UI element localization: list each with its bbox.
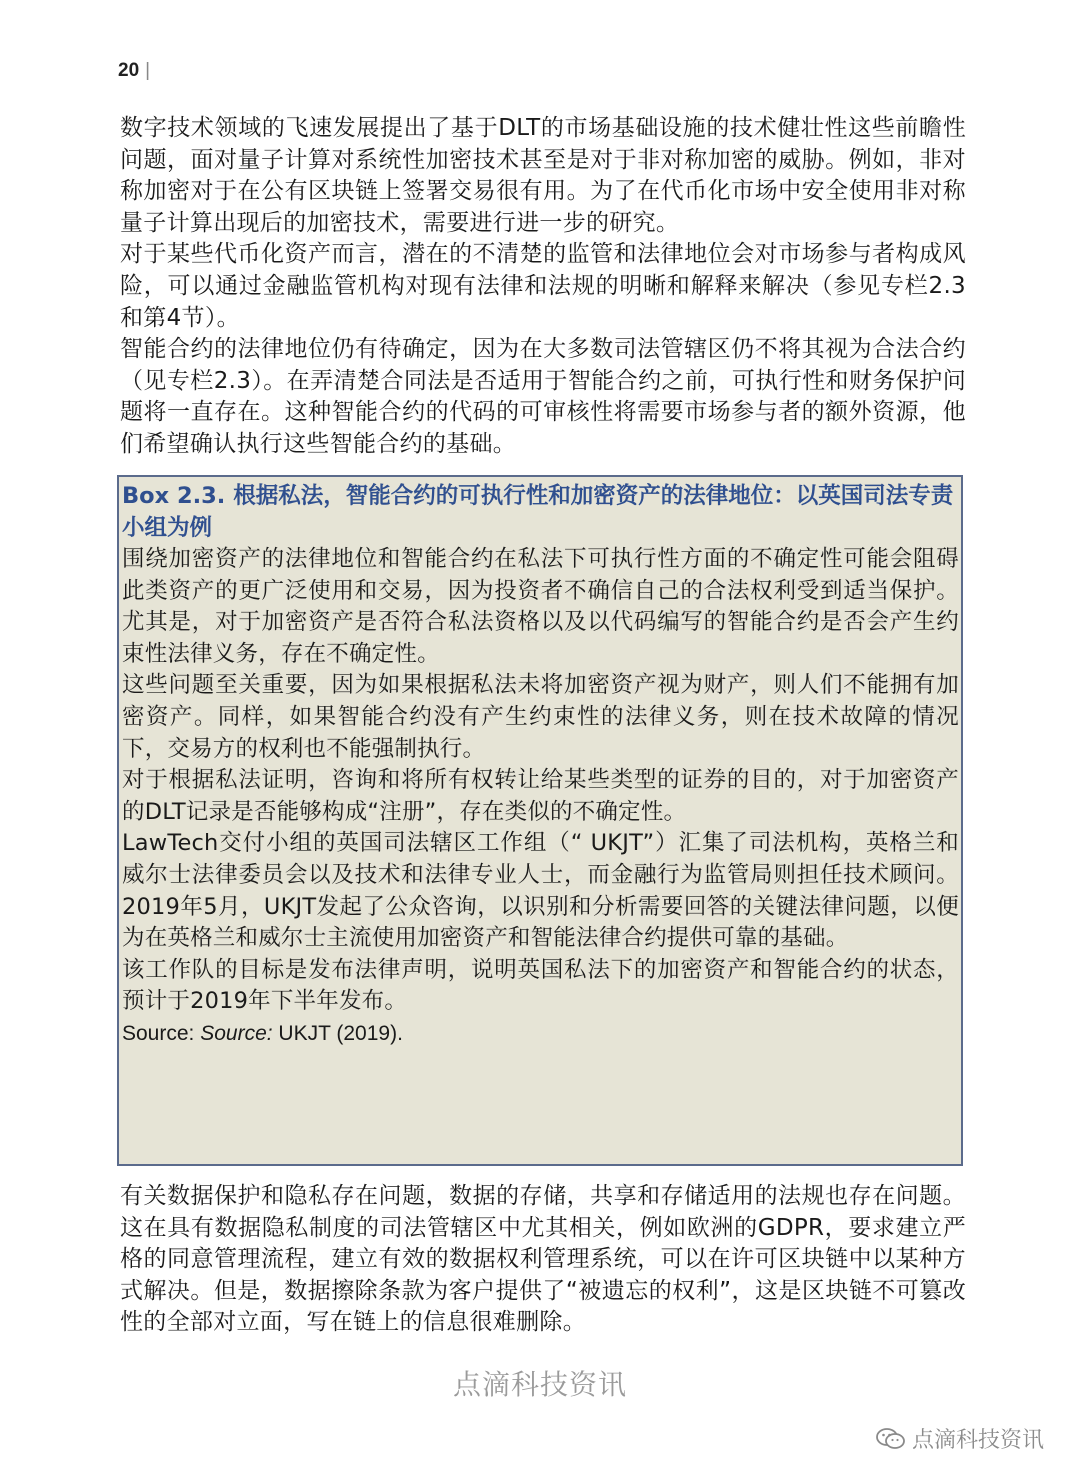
box-paragraph: 围绕加密资产的法律地位和智能合约在私法下可执行性方面的不确定性可能会阻碍此类资产的更广泛使用和交易，因为投资者不确信自己的合法权利受到适当保护。尤其是，对于加密资产是否符合私法资格以及以代码编写的智能合约是否会产生约束性法律义务，存在不确定性。 [122,546,959,667]
source-label: Source: [122,1021,201,1045]
box-2-3 [117,475,963,1166]
footer-brand: 点滴科技资讯 [452,1368,627,1401]
page-header [118,60,150,82]
source-italic: Source: [200,1021,273,1045]
outro-section [120,1181,966,1339]
box-source [122,1018,959,1049]
header-separator: | [145,60,151,81]
intro-section [120,113,966,461]
wechat-icon [876,1427,906,1451]
source-text: UKJT (2019). [272,1021,403,1045]
intro-paragraph: 智能合约的法律地位仍有待确定，因为在大多数司法管辖区仍不将其视为合法合约（见专栏2.3）。在弄清楚合同法是否适用于智能合约之前，可执行性和财务保护问题将一直存在。这种智能合约的代码的可审核性将需要市场参与者的额外资源，他们希望确认执行这些智能合约的基础。 [120,336,966,457]
page-number: 20 [118,60,140,81]
wechat-watermark [876,1423,1044,1454]
box-title: Box 2.3. 根据私法，智能合约的可执行性和加密资产的法律地位：以英国司法专责小组为例 [122,483,954,541]
intro-paragraph: 数字技术领域的飞速发展提出了基于DLT的市场基础设施的技术健壮性这些前瞻性问题，面对量子计算对系统性加密技术甚至是对于非对称加密的威胁。例如，非对称加密对于在公有区块链上签署交易很有用。为了在代币化市场中安全使用非对称量子计算出现后的加密技术，需要进行进一步的研究。 [120,115,966,236]
intro-paragraph: 对于某些代币化资产而言，潜在的不清楚的监管和法律地位会对市场参与者构成风险，可以通过金融监管机构对现有法律和法规的明晰和解释来解决（参见专栏2.3和第4节）。 [120,241,966,331]
box-paragraph: LawTech交付小组的英国司法辖区工作组（“ UKJT”）汇集了司法机构，英格兰和威尔士法律委员会以及技术和法律专业人士，而金融行为监管局则担任技术顾问。 2019年5月，UKJT发起了公众咨询，以识别和分析需要回答的关键法律问题，以便为在英格兰和威尔士主流使用加密资产和智能法律合约提供可靠的基础。 [122,830,959,952]
box-paragraph: 这些问题至关重要，因为如果根据私法未将加密资产视为财产，则人们不能拥有加密资产。同样，如果智能合约没有产生约束性的法律义务，则在技术故障的情况下，交易方的权利也不能强制执行。 [122,672,959,762]
outro-paragraph: 有关数据保护和隐私存在问题，数据的存储，共享和存储适用的法规也存在问题。这在具有数据隐私制度的司法管辖区中尤其相关，例如欧洲的GDPR，要求建立严格的同意管理流程，建立有效的数据权利管理系统，可以在许可区块链中以某种方式解决。但是，数据擦除条款为客户提供了“被遗忘的权利”，这是区块链不可篡改性的全部对立面，写在链上的信息很难删除。 [120,1183,966,1336]
wechat-account-name: 点滴科技资讯 [911,1428,1044,1453]
box-paragraph: 对于根据私法证明，咨询和将所有权转让给某些类型的证券的目的，对于加密资产的DLT记录是否能够构成“注册”，存在类似的不确定性。 [122,767,959,825]
box-paragraph: 该工作队的目标是发布法律声明，说明英国私法下的加密资产和智能合约的状态，预计于2019年下半年发布。 [122,956,959,1015]
